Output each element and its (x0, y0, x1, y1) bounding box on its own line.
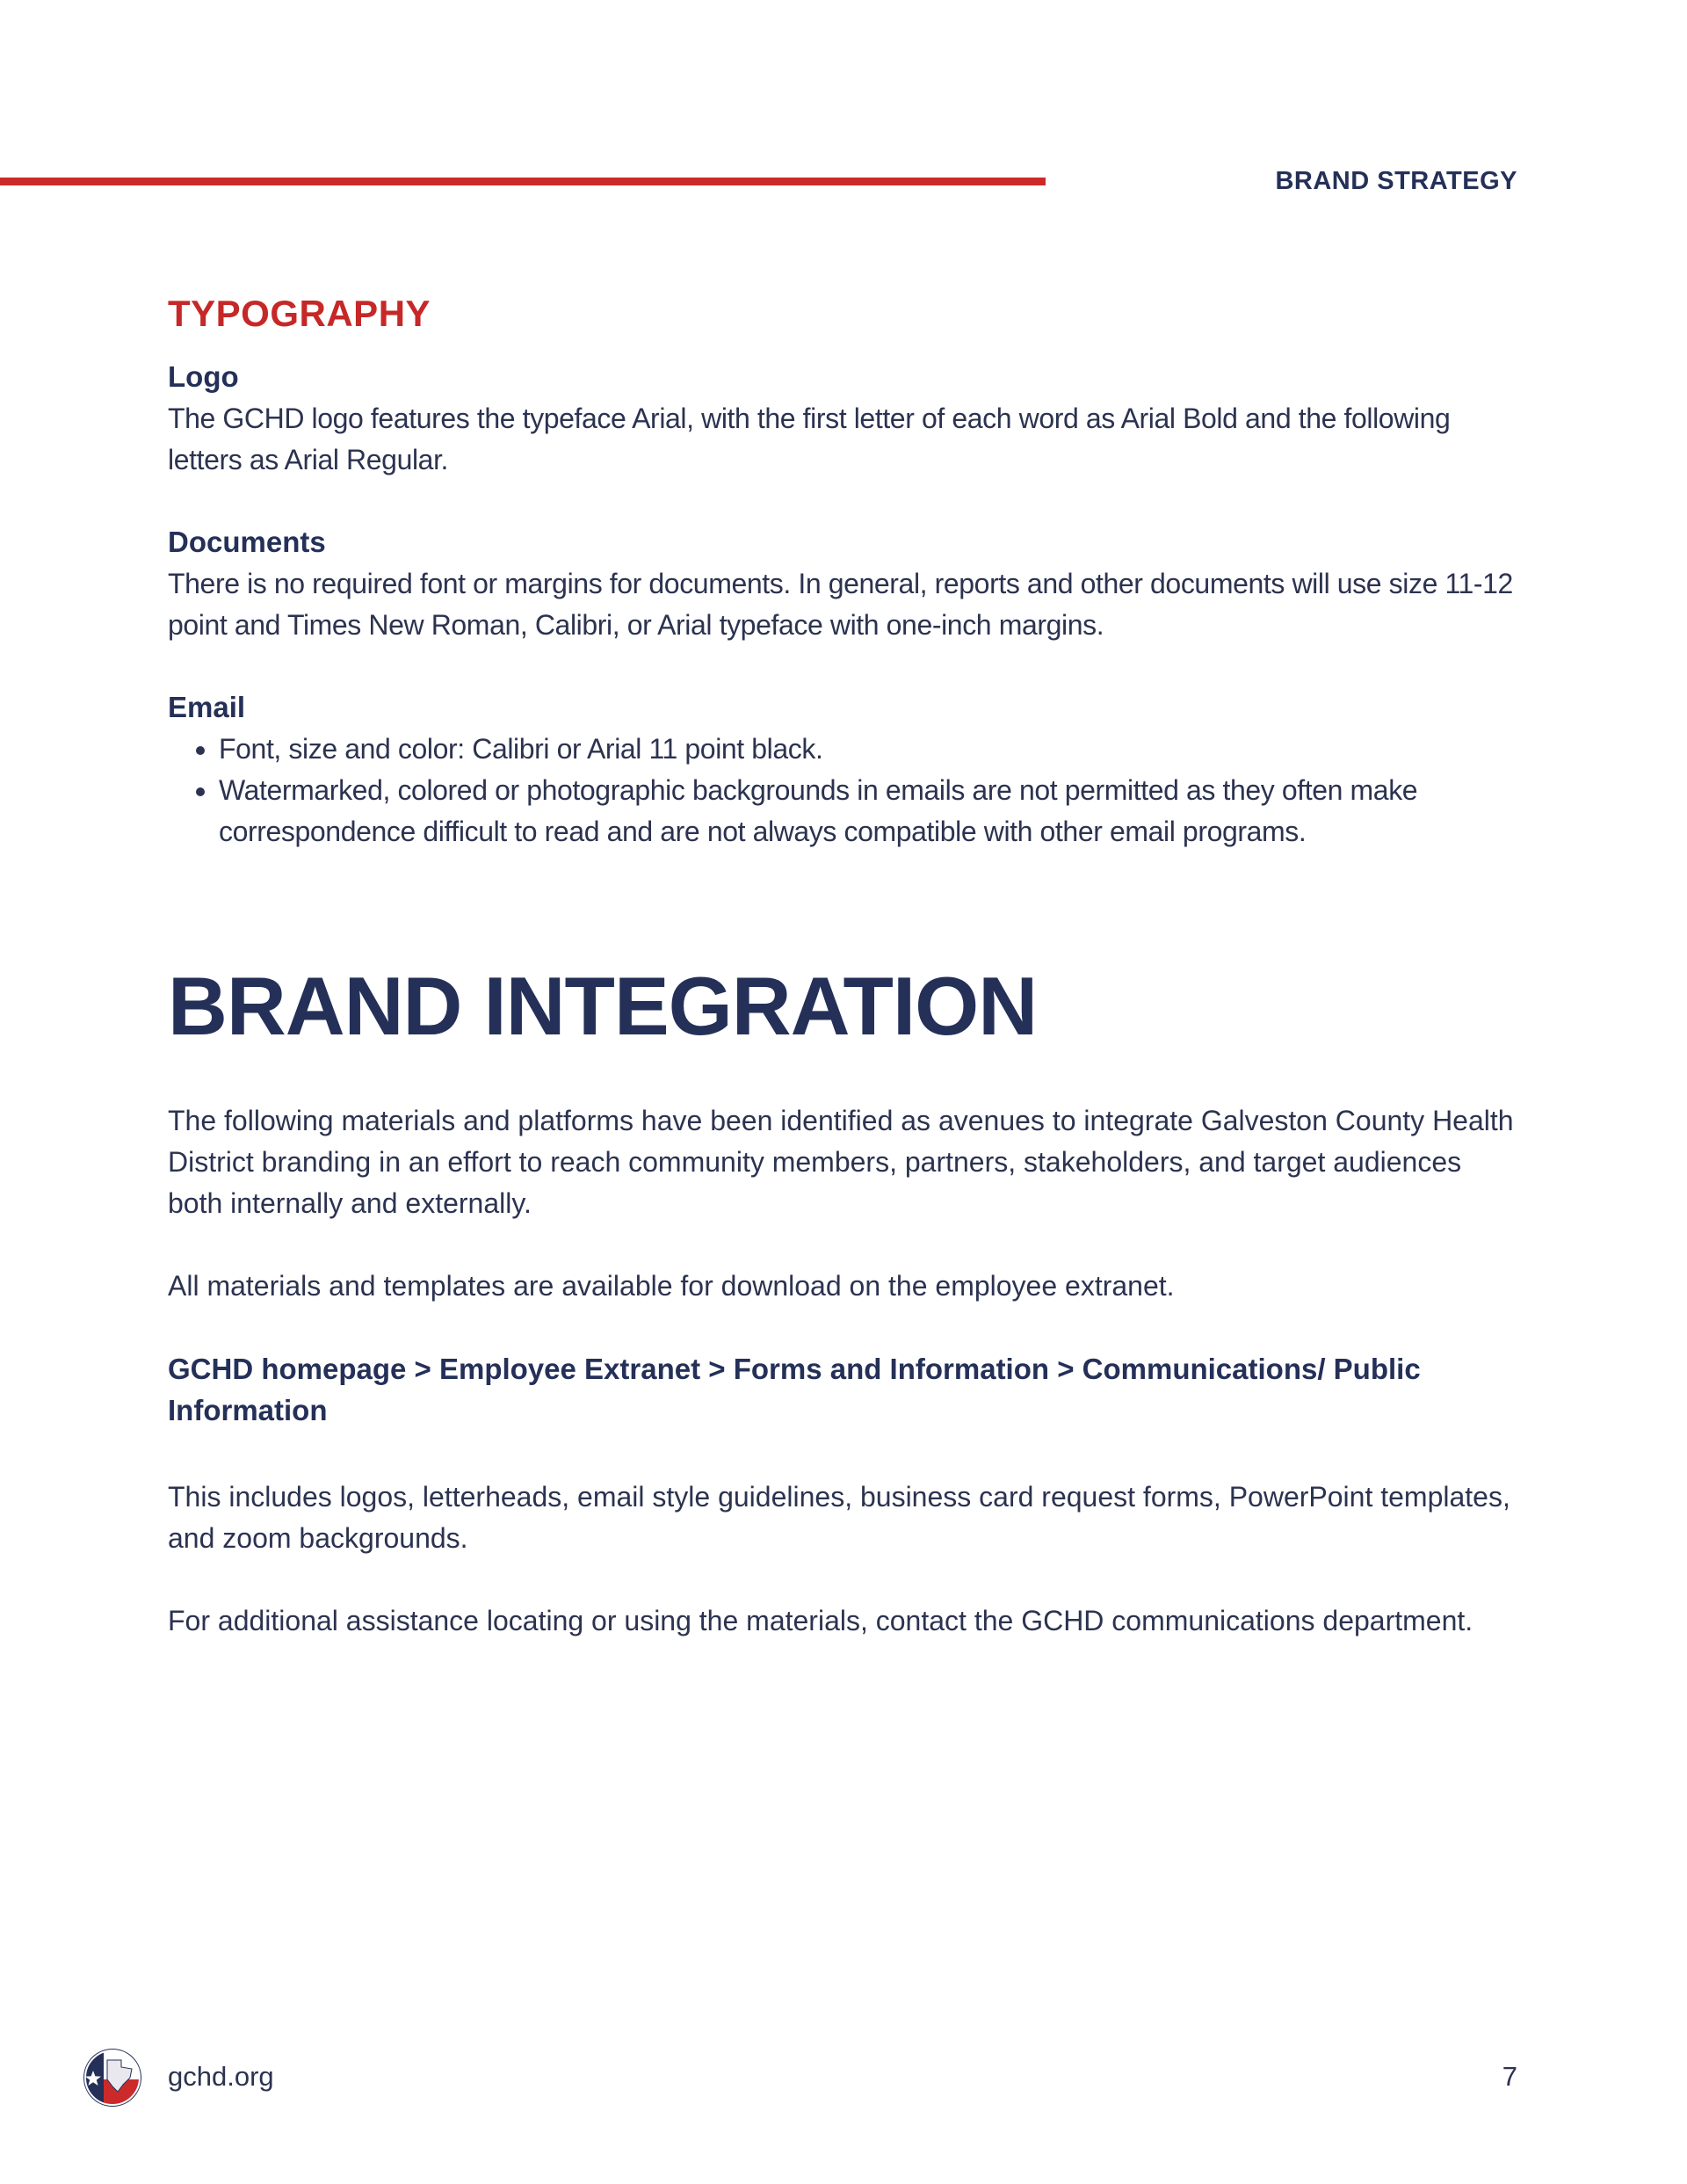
logo-block (168, 356, 1521, 481)
page-number: 7 (1502, 2061, 1517, 2092)
header-red-rule (0, 178, 1046, 185)
email-bullet-list (168, 729, 1521, 853)
list-item: • Font, size and color: Calibri or Arial 11 point black. (219, 729, 1521, 770)
logo-text: The GCHD logo features the typeface Arial, with the first letter of each word as Arial Bold and the following letters as Arial Regular. (168, 403, 1451, 475)
logo-heading: Logo (168, 360, 239, 393)
running-header-title: BRAND STRATEGY (1275, 167, 1517, 195)
brand-integration-intro: The following materials and platforms have been identified as avenues to integrate Galveston County Health District branding in an effort to reach community members, partners, stakeholders, and target audiences both internally and externally. (168, 1105, 1514, 1219)
page-content (168, 286, 1521, 1642)
gchd-seal-icon (83, 2048, 142, 2108)
materials-includes-text: This includes logos, letterheads, email style guidelines, business card request forms, PowerPoint templates, and zoom backgrounds. (168, 1481, 1510, 1554)
list-item: • Watermarked, colored or photographic backgrounds in emails are not permitted as they often make correspondence difficult to read and are not always compatible with other email programs. (219, 770, 1521, 853)
typography-section-title: TYPOGRAPHY (168, 293, 431, 334)
brand-integration-title: BRAND INTEGRATION (168, 960, 1038, 1052)
materials-availability-text: All materials and templates are available for download on the employee extranet. (168, 1270, 1175, 1302)
documents-text: There is no required font or margins for documents. In general, reports and other documents will use size 11-12 point and Times New Roman, Calibri, or Arial typeface with one-inch margins. (168, 568, 1513, 641)
documents-heading: Documents (168, 526, 326, 558)
footer-website: gchd.org (168, 2061, 274, 2092)
email-block (168, 686, 1521, 853)
documents-block (168, 521, 1521, 646)
assistance-text: For additional assistance locating or using the materials, contact the GCHD communications department. (168, 1605, 1473, 1636)
extranet-navigation-path: GCHD homepage > Employee Extranet > Forms and Information > Communications/ Public Information (168, 1353, 1421, 1426)
email-heading: Email (168, 691, 246, 723)
